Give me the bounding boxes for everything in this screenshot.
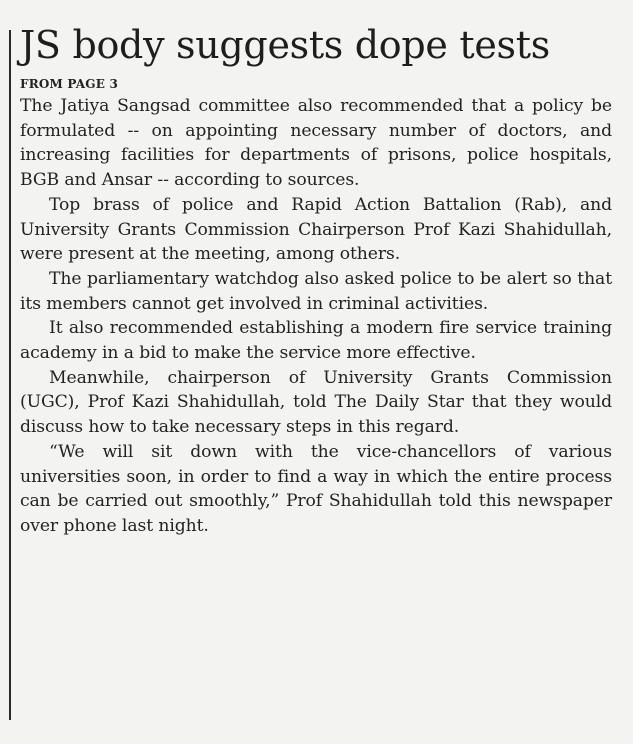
article-body — [20, 94, 612, 539]
paragraph-2: Top brass of police and Rapid Action Battalion (Rab), and University Grants Commission Chairperson Prof Kazi Shahidullah, were present at the meeting, among others. — [20, 194, 612, 265]
paragraph-4: It also recommended establishing a modern fire service training academy in a bid to make the service more effective. — [20, 318, 612, 364]
dateline: FROM PAGE 3 — [20, 77, 118, 91]
paragraph-6: “We will sit down with the vice-chancellors of various universities soon, in order to find a way in which the entire process can be carried out smoothly,” Prof Shahidullah told this newspaper over phone last night. — [20, 441, 612, 536]
paragraph-3: The parliamentary watchdog also asked police to be alert so that its members cannot get involved in criminal activities. — [20, 268, 612, 314]
article — [20, 20, 612, 539]
paragraph-1: The Jatiya Sangsad committee also recommended that a policy be formulated -- on appointing necessary number of doctors, and increasing facilities for departments of prisons, police hospitals, BGB and Ansar -- according to sources. — [20, 96, 612, 191]
paragraph-5: Meanwhile, chairperson of University Grants Commission (UGC), Prof Kazi Shahidullah, told The Daily Star that they would discuss how to take necessary steps in this regard. — [20, 367, 612, 438]
column-rule — [9, 30, 11, 720]
headline: JS body suggests dope tests — [20, 23, 550, 67]
